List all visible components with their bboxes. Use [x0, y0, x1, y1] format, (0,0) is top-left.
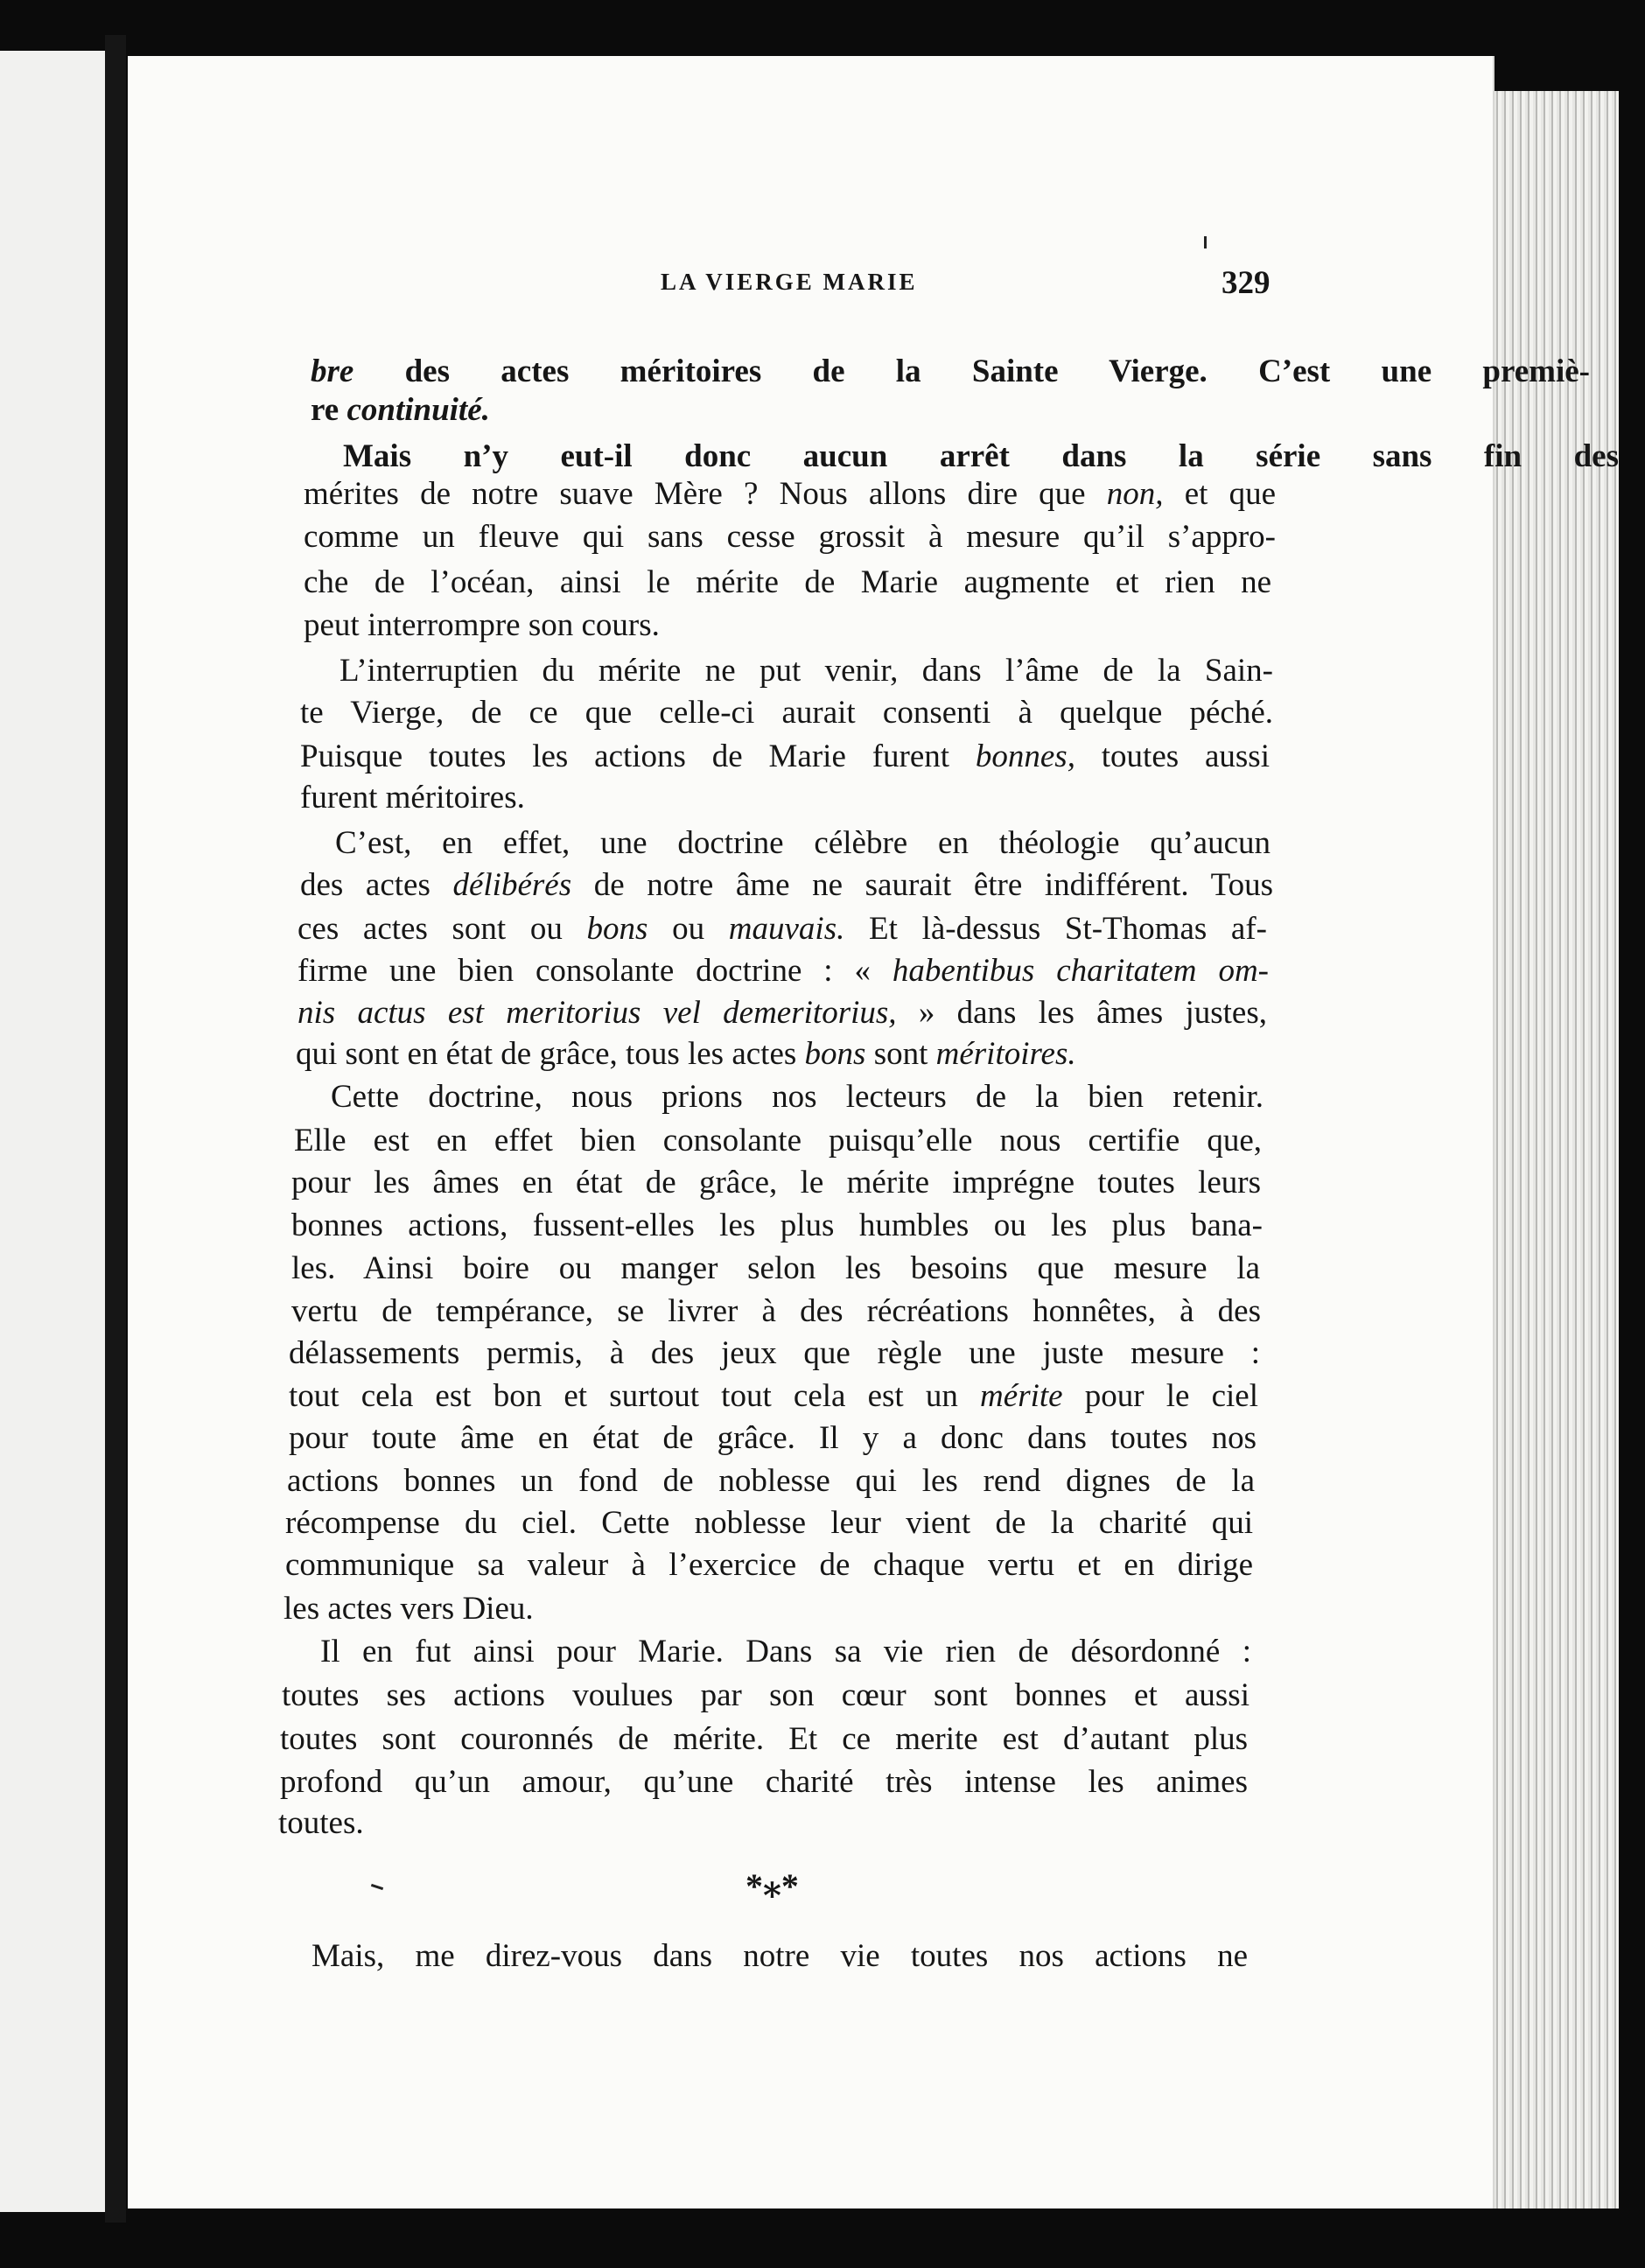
- text-line: [304, 564, 1271, 602]
- text-segment: te Vierge, de ce que celle-ci aurait consenti à quelque péché.: [300, 695, 1273, 731]
- text-segment: les. Ainsi boire ou manger selon les besoins que mesure la: [291, 1250, 1260, 1286]
- text-line: [311, 353, 1590, 391]
- text-segment: qui sont en état de grâce, tous les actes: [296, 1036, 805, 1072]
- text-line: [280, 1720, 1248, 1759]
- text-segment: Elle est en effet bien consolante puisqu’elle nous certifie que,: [294, 1123, 1262, 1158]
- text-segment: vertu de tempérance, se livrer à des récréations honnêtes, à des: [291, 1293, 1261, 1329]
- text-segment: et que: [1163, 476, 1277, 512]
- text-segment: toutes ses actions voulues par son cœur sont bonnes et aussi: [282, 1677, 1250, 1713]
- text-line: [320, 1633, 1251, 1671]
- text-segment: récompense du ciel. Cette noblesse leur vient de la charité qui: [285, 1505, 1253, 1541]
- text-line: [284, 1590, 534, 1628]
- italic-text: non,: [1106, 476, 1164, 512]
- text-segment: communique sa valeur à l’exercice de chaque vertu et en dirige: [285, 1547, 1253, 1583]
- italic-text: bonnes,: [975, 738, 1075, 774]
- text-line: [343, 438, 1619, 476]
- text-line: [300, 738, 1270, 776]
- italic-text: bons: [586, 911, 648, 947]
- text-segment: pour les âmes en état de grâce, le mérite imprégne toutes leurs: [291, 1165, 1261, 1200]
- text-line: [304, 606, 660, 645]
- running-head: LA VIERGE MARIE: [661, 269, 918, 295]
- text-line: [340, 652, 1273, 690]
- text-line: [304, 518, 1276, 556]
- text-segment: Cette doctrine, nous prions nos lecteurs de la bien retenir.: [331, 1079, 1264, 1115]
- text-line: [335, 824, 1270, 863]
- text-segment: pour le ciel: [1062, 1378, 1258, 1414]
- text-segment: Puisque toutes les actions de Marie furent: [300, 738, 976, 774]
- text-line: [311, 391, 490, 430]
- text-line: [285, 1504, 1253, 1543]
- text-line: [298, 994, 1267, 1032]
- text-line: [289, 1419, 1256, 1458]
- text-line: [300, 779, 525, 817]
- italic-text: délibérés: [452, 867, 572, 903]
- text-line: [294, 1122, 1262, 1160]
- text-line: [291, 1207, 1263, 1245]
- text-line: [304, 475, 1276, 514]
- text-line: [291, 1292, 1261, 1331]
- text-segment: re: [311, 392, 347, 428]
- text-line: [289, 1334, 1260, 1373]
- text-segment: de notre âme ne saurait être indifférent. Tous: [571, 867, 1273, 903]
- text-segment: ces actes sont ou: [298, 911, 587, 947]
- text-line: [296, 1035, 1076, 1074]
- text-segment: furent méritoires.: [300, 780, 525, 816]
- text-segment: Il en fut ainsi pour Marie. Dans sa vie rien de désordonné :: [320, 1634, 1251, 1670]
- text-segment: comme un fleuve qui sans cesse grossit à mesure qu’il s’appro-: [304, 519, 1276, 555]
- text-line: [298, 952, 1269, 990]
- text-segment: actions bonnes un fond de noblesse qui les rend dignes de la: [287, 1463, 1255, 1499]
- text-segment: Mais, me direz-vous dans notre vie toutes nos actions ne: [312, 1938, 1248, 1974]
- text-line: [287, 1462, 1255, 1501]
- text-line: [312, 1937, 1248, 1976]
- italic-text: bons: [804, 1036, 866, 1072]
- text-segment: tout cela est bon et surtout tout cela est un: [289, 1378, 981, 1414]
- scan-speck: [1204, 236, 1207, 248]
- text-line: [282, 1676, 1250, 1715]
- page-number: 329: [1222, 265, 1270, 301]
- text-segment: des actes: [300, 867, 453, 903]
- text-segment: Et là-dessus St-Thomas af-: [844, 911, 1267, 947]
- text-segment: L’interruptien du mérite ne put venir, dans l’âme de la Sain-: [340, 653, 1273, 689]
- text-segment: » dans les âmes justes,: [896, 995, 1267, 1031]
- text-line: [280, 1763, 1248, 1802]
- text-segment: toutes.: [278, 1805, 364, 1841]
- text-segment: bonnes actions, fussent-elles les plus humbles ou les plus bana-: [291, 1208, 1263, 1243]
- italic-text: habentibus charitatem om-: [892, 953, 1269, 989]
- italic-text: bre: [311, 354, 354, 389]
- text-line: [289, 1377, 1258, 1416]
- text-line: [298, 910, 1267, 948]
- text-segment: délassements permis, à des jeux que règle une juste mesure :: [289, 1335, 1260, 1371]
- text-segment: peut interrompre son cours.: [304, 607, 660, 643]
- text-segment: toutes aussi: [1074, 738, 1270, 774]
- text-segment: pour toute âme en état de grâce. Il y a donc dans toutes nos: [289, 1420, 1256, 1456]
- italic-text: méritoires.: [935, 1036, 1076, 1072]
- text-segment: firme une bien consolante doctrine : «: [298, 953, 892, 989]
- text-segment: sont: [865, 1036, 936, 1072]
- text-segment: des actes méritoires de la Sainte Vierge. C’est une premiè-: [354, 354, 1590, 389]
- text-line: [300, 694, 1273, 732]
- text-segment: profond qu’un amour, qu’une charité très intense les animes: [280, 1764, 1248, 1800]
- text-line: [285, 1546, 1253, 1585]
- italic-text: mauvais.: [728, 911, 845, 947]
- text-line: [278, 1804, 364, 1843]
- text-line: [300, 866, 1273, 905]
- book-gutter: [105, 35, 126, 2222]
- text-segment: les actes vers Dieu.: [284, 1591, 534, 1627]
- text-line: [331, 1078, 1264, 1116]
- text-segment: ou: [648, 911, 729, 947]
- italic-text: nis actus est meritorius vel demeritorius,: [298, 995, 897, 1031]
- section-asterism: *⁎*: [746, 1866, 799, 1906]
- text-segment: mérites de notre suave Mère ? Nous allons dire que: [304, 476, 1107, 512]
- text-segment: C’est, en effet, une doctrine célèbre en théologie qu’aucun: [335, 825, 1270, 861]
- italic-text: continuité.: [346, 392, 490, 428]
- text-line: [291, 1250, 1260, 1288]
- text-line: [291, 1164, 1261, 1202]
- italic-text: mérite: [980, 1378, 1063, 1414]
- facing-page-edge: [0, 51, 110, 2212]
- text-segment: Mais n’y eut-il donc aucun arrêt dans la série sans fin des: [343, 438, 1619, 474]
- text-segment: che de l’océan, ainsi le mérite de Marie augmente et rien ne: [304, 564, 1271, 600]
- text-segment: toutes sont couronnés de mérite. Et ce merite est d’autant plus: [280, 1721, 1248, 1757]
